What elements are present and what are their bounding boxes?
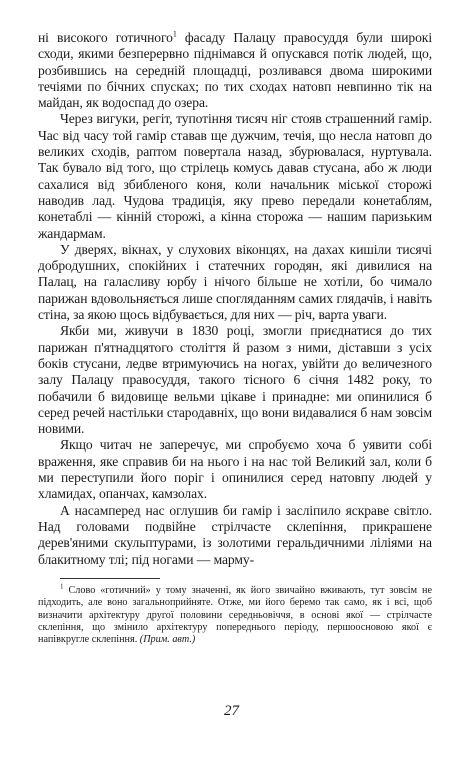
page-number: 27 [224, 703, 239, 719]
paragraph-1 [38, 30, 432, 111]
paragraph-1-start: ні високого готичного [38, 30, 173, 45]
footnote-divider [60, 578, 160, 579]
paragraph-3: У дверях, вікнах, у слухових віконцях, на дахах кишіли тисячі добродушних, спокійних і статечних городян, які дивилися на Палац, на галасливу юрбу і нічого більше не хотіли, бо чимало парижан вдовольняється лише спогляданням самих глядачів, і навіть стіна, за якою щось відбувається, для них — річ, варта уваги. [38, 241, 432, 323]
footnote-reference[interactable]: 1 [172, 29, 177, 39]
footnote-attribution: (Прим. авт.) [139, 634, 196, 646]
paragraph-4: Якби ми, живучи в 1830 році, змогли приєднатися до тих парижан п'ятнадцятого століття й разом з ними, діставши з усіх боків стусани, ледве втримуючись на ногах, увійти до величезного залу Палацу правосуддя, такого тісного 6 січня 1482 року, то побачили б видовище вельми цікаве і принадне: ми опинилися б серед речей настільки стародавніх, що вони видавалися б нам зовсім новими. [38, 323, 432, 437]
paragraph-1-rest: фасаду Палацу правосуддя були широкі сходи, якими безперервно піднімався й опускався потік людей, що, розбившись на середній площадці, розливався двома широкими течіями по бічних спусках; по тих сходах натовп невпинно тік на майдан, як водоспад до озера. [38, 30, 432, 111]
paragraph-5: Якщо читач не заперечує, ми спробуємо хоча б уявити собі враження, яке справив би на нього і на нас той Великий зал, коли б ми переступили його поріг і опинилися серед натовпу людей у хламидах, опанчах, камзолах. [38, 437, 432, 502]
footnote [38, 582, 432, 647]
main-text [38, 30, 432, 568]
footnote-text: Слово «готичний» у тому значенні, як його звичайно вживають, тут зовсім не підходить, але воно загальноприйняте. Отже, ми його беремо так само, як і всі, щоб визначити архітектуру другої половини середньовіччя, в основі якої — стрілчасте склепіння, що змінило архітектуру попереднього періоду, першоосновою якої є напівкругле склепіння. [38, 584, 432, 646]
paragraph-6: А насамперед нас оглушив би гамір і засліпило яскраве світло. Над головами подвійне стрілчасте склепіння, прикрашене дерев'яними скульптурами, із золотими геральдичними ліліями на блакитному тлі; під ногами — марму- [38, 502, 432, 567]
paragraph-2: Через вигуки, регіт, тупотіння тисяч ніг стояв страшенний гамір. Час від часу той гамір ставав ще дужчим, течія, що несла натовп до великих сходів, раптом повертала назад, збурювалася, нуртувала. Так бувало від того, що стрілець комусь давав стусана, або ж люди сахалися від збибленого коня, коли начальник міської сторожі наводив лад. Чудова традиція, яку прево передали конетаблям, конетаблі — кінній сторожі, а кінна сторожа — нашим паризьким жандармам. [38, 111, 432, 241]
page-body [38, 30, 432, 647]
footnote-marker: 1 [60, 582, 64, 591]
